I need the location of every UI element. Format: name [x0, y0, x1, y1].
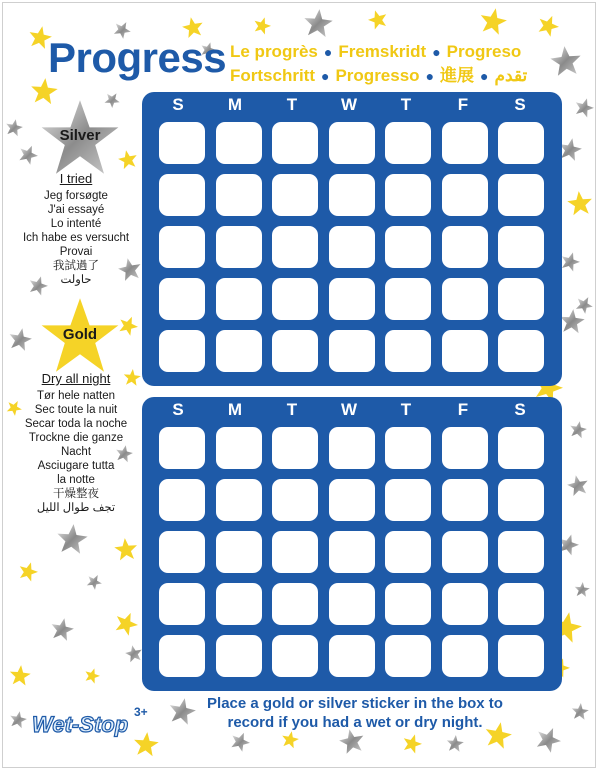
- sticker-box[interactable]: [385, 427, 431, 469]
- day-header: T: [400, 95, 412, 114]
- sticker-box[interactable]: [498, 583, 544, 625]
- gold-star-decoration: [481, 8, 507, 34]
- silver-star-decoration: [6, 119, 23, 136]
- gold-label: Gold: [62, 326, 98, 343]
- calendar-grid-top: [142, 92, 562, 386]
- silver-label: Silver: [59, 127, 101, 144]
- logo-superscript: 3+: [134, 705, 148, 719]
- day-header: S: [514, 95, 526, 114]
- silver-line: Ich habe es versucht: [22, 232, 130, 244]
- sticker-box[interactable]: [216, 122, 262, 164]
- sticker-box[interactable]: [442, 583, 488, 625]
- silver-star-decoration: [560, 138, 582, 161]
- day-header: T: [286, 400, 298, 419]
- silver-star-decoration: [560, 309, 585, 333]
- sticker-box[interactable]: [498, 635, 544, 677]
- silver-star-decoration: [559, 535, 579, 556]
- gold-line: Secar toda la noche: [24, 418, 128, 430]
- silver-star-decoration: [575, 582, 590, 597]
- sticker-box[interactable]: [385, 635, 431, 677]
- sticker-box[interactable]: [385, 278, 431, 320]
- silver-heading: I tried: [59, 171, 93, 186]
- sticker-box[interactable]: [272, 278, 318, 320]
- sticker-box[interactable]: [329, 174, 375, 216]
- sticker-box[interactable]: [216, 226, 262, 268]
- sticker-box[interactable]: [216, 635, 262, 677]
- sticker-box[interactable]: [442, 531, 488, 573]
- gold-line: Nacht: [60, 446, 92, 458]
- day-header: S: [514, 400, 526, 419]
- sticker-box[interactable]: [329, 330, 375, 372]
- sticker-box[interactable]: [216, 330, 262, 372]
- sticker-box[interactable]: [442, 635, 488, 677]
- day-header: M: [227, 95, 243, 114]
- gold-line: Tør hele natten: [37, 390, 115, 402]
- sticker-box[interactable]: [329, 122, 375, 164]
- wet-stop-logo-art: [30, 700, 160, 750]
- day-header: S: [172, 400, 184, 419]
- silver-star-decoration: [572, 703, 589, 720]
- instruction-line-2: record if you had a wet or dry night.: [227, 714, 483, 731]
- sticker-box[interactable]: [385, 531, 431, 573]
- silver-star-decoration: [447, 735, 464, 752]
- translation-arabic: تقدم: [494, 66, 528, 85]
- silver-line: حاولت: [60, 274, 92, 286]
- day-header: F: [457, 95, 469, 114]
- sticker-box[interactable]: [385, 330, 431, 372]
- logo-text: Wet-Stop: [32, 712, 129, 737]
- sticker-box[interactable]: [442, 122, 488, 164]
- sticker-box[interactable]: [498, 479, 544, 521]
- sticker-box[interactable]: [329, 278, 375, 320]
- sticker-box[interactable]: [385, 583, 431, 625]
- sticker-box[interactable]: [329, 427, 375, 469]
- sticker-box[interactable]: [216, 174, 262, 216]
- sticker-box[interactable]: [159, 583, 205, 625]
- wet-stop-logo: [30, 700, 160, 750]
- sticker-box[interactable]: [159, 635, 205, 677]
- sticker-box[interactable]: [498, 278, 544, 320]
- sticker-box[interactable]: [216, 583, 262, 625]
- sticker-box[interactable]: [272, 531, 318, 573]
- gold-heading: Dry all night: [41, 371, 111, 386]
- gold-star-decoration: [539, 16, 559, 37]
- day-header: S: [172, 95, 184, 114]
- sticker-box[interactable]: [159, 174, 205, 216]
- sticker-box[interactable]: [385, 479, 431, 521]
- sticker-box[interactable]: [329, 583, 375, 625]
- sticker-box[interactable]: [159, 278, 205, 320]
- sticker-box[interactable]: [329, 635, 375, 677]
- gold-line: Asciugare tutta: [37, 460, 115, 472]
- gold-star-decoration: [282, 731, 299, 748]
- sticker-box[interactable]: [498, 226, 544, 268]
- sticker-box[interactable]: [216, 479, 262, 521]
- sticker-box[interactable]: [498, 531, 544, 573]
- gold-star-decoration: [567, 191, 592, 215]
- gold-star-decoration: [404, 734, 422, 753]
- translation-spanish: Progreso: [446, 42, 522, 61]
- sticker-box[interactable]: [159, 531, 205, 573]
- sticker-box[interactable]: [329, 531, 375, 573]
- sticker-box[interactable]: [272, 330, 318, 372]
- gold-star-decoration: [116, 613, 138, 636]
- silver-line: Provai: [59, 246, 93, 258]
- sticker-box[interactable]: [329, 226, 375, 268]
- day-header: M: [227, 400, 243, 419]
- calendar-grid-bottom: [142, 397, 562, 691]
- silver-star-decoration: [537, 728, 561, 753]
- sticker-box[interactable]: [272, 583, 318, 625]
- gold-star-badge: [40, 296, 120, 374]
- translation-italian: Progresso: [335, 66, 420, 85]
- day-header: T: [400, 400, 412, 419]
- silver-line: J'ai essayé: [47, 204, 105, 216]
- gold-legend: [6, 372, 146, 515]
- gold-line: تجف طوال الليل: [36, 502, 116, 514]
- silver-star-decoration: [57, 524, 87, 554]
- sticker-box[interactable]: [159, 122, 205, 164]
- translation-french: Le progrès: [230, 42, 318, 61]
- instruction-line-1: Place a gold or silver sticker in the box to: [207, 695, 503, 712]
- silver-star-decoration: [87, 575, 102, 590]
- sticker-box[interactable]: [385, 226, 431, 268]
- sticker-box[interactable]: [216, 427, 262, 469]
- silver-star-decoration: [10, 328, 32, 351]
- gold-star-decoration: [10, 665, 31, 685]
- day-header: W: [340, 400, 358, 419]
- sticker-box[interactable]: [442, 427, 488, 469]
- sticker-box[interactable]: [442, 174, 488, 216]
- gold-star-decoration: [118, 150, 137, 169]
- sticker-box[interactable]: [498, 330, 544, 372]
- translation-danish: Fremskridt: [338, 42, 427, 61]
- silver-line: Lo intenté: [50, 218, 102, 230]
- day-header-row: [154, 400, 554, 422]
- sticker-box[interactable]: [498, 174, 544, 216]
- silver-star-decoration: [339, 729, 363, 754]
- silver-star-decoration: [52, 618, 74, 641]
- sticker-box[interactable]: [159, 479, 205, 521]
- sticker-box[interactable]: [272, 122, 318, 164]
- sticker-box[interactable]: [385, 122, 431, 164]
- silver-star-decoration: [125, 645, 142, 662]
- sticker-box[interactable]: [442, 479, 488, 521]
- sticker-box[interactable]: [216, 278, 262, 320]
- gold-star-decoration: [114, 538, 137, 560]
- instruction-text: [195, 694, 515, 732]
- translation-chinese: 進展: [440, 66, 475, 85]
- sticker-box[interactable]: [272, 479, 318, 521]
- silver-line: Jeg forsøgte: [44, 190, 108, 202]
- day-header: T: [286, 95, 298, 114]
- sticker-box[interactable]: [272, 174, 318, 216]
- translation-german: Fortschritt: [230, 66, 315, 85]
- sticker-box[interactable]: [498, 122, 544, 164]
- sticker-box[interactable]: [442, 278, 488, 320]
- gold-star-decoration: [368, 10, 386, 29]
- silver-star-decoration: [19, 146, 38, 165]
- day-header: F: [457, 400, 469, 419]
- silver-star-decoration: [304, 9, 332, 37]
- silver-star-decoration: [562, 252, 580, 271]
- silver-star-decoration: [576, 297, 593, 314]
- sticker-box[interactable]: [272, 427, 318, 469]
- sticker-box[interactable]: [385, 174, 431, 216]
- gold-line: la notte: [57, 474, 95, 486]
- silver-star-badge: [40, 98, 120, 176]
- silver-star-decoration: [567, 475, 588, 496]
- gold-star-decoration: [255, 17, 271, 34]
- sticker-box[interactable]: [498, 427, 544, 469]
- gold-line: Sec toute la nuit: [34, 404, 118, 416]
- silver-star-decoration: [10, 711, 27, 728]
- silver-star-decoration: [576, 98, 594, 117]
- day-header: W: [340, 95, 358, 114]
- day-header-row: [154, 95, 554, 117]
- sticker-box[interactable]: [159, 427, 205, 469]
- gold-star-decoration: [119, 317, 138, 336]
- sticker-box[interactable]: [329, 479, 375, 521]
- silver-legend: [6, 172, 146, 287]
- sticker-box[interactable]: [272, 635, 318, 677]
- gold-line: 干燥整夜: [53, 488, 99, 500]
- silver-star-decoration: [170, 698, 196, 724]
- silver-star-decoration: [231, 733, 250, 752]
- sticker-box[interactable]: [442, 330, 488, 372]
- silver-line: 我試過了: [53, 260, 99, 272]
- silver-star-decoration: [570, 421, 587, 438]
- sticker-box[interactable]: [159, 226, 205, 268]
- sticker-box[interactable]: [442, 226, 488, 268]
- gold-line: Trockne die ganze: [28, 432, 124, 444]
- title-translations: Le progrès ● Fremskridt ● Progreso Fortschritt ● Progresso ● 進展 ● تقدم: [230, 42, 528, 85]
- page-title: Progress: [48, 34, 227, 81]
- gold-star-decoration: [20, 562, 38, 581]
- sticker-box[interactable]: [159, 330, 205, 372]
- sticker-box[interactable]: [216, 531, 262, 573]
- gold-star-decoration: [86, 668, 101, 683]
- sticker-box[interactable]: [272, 226, 318, 268]
